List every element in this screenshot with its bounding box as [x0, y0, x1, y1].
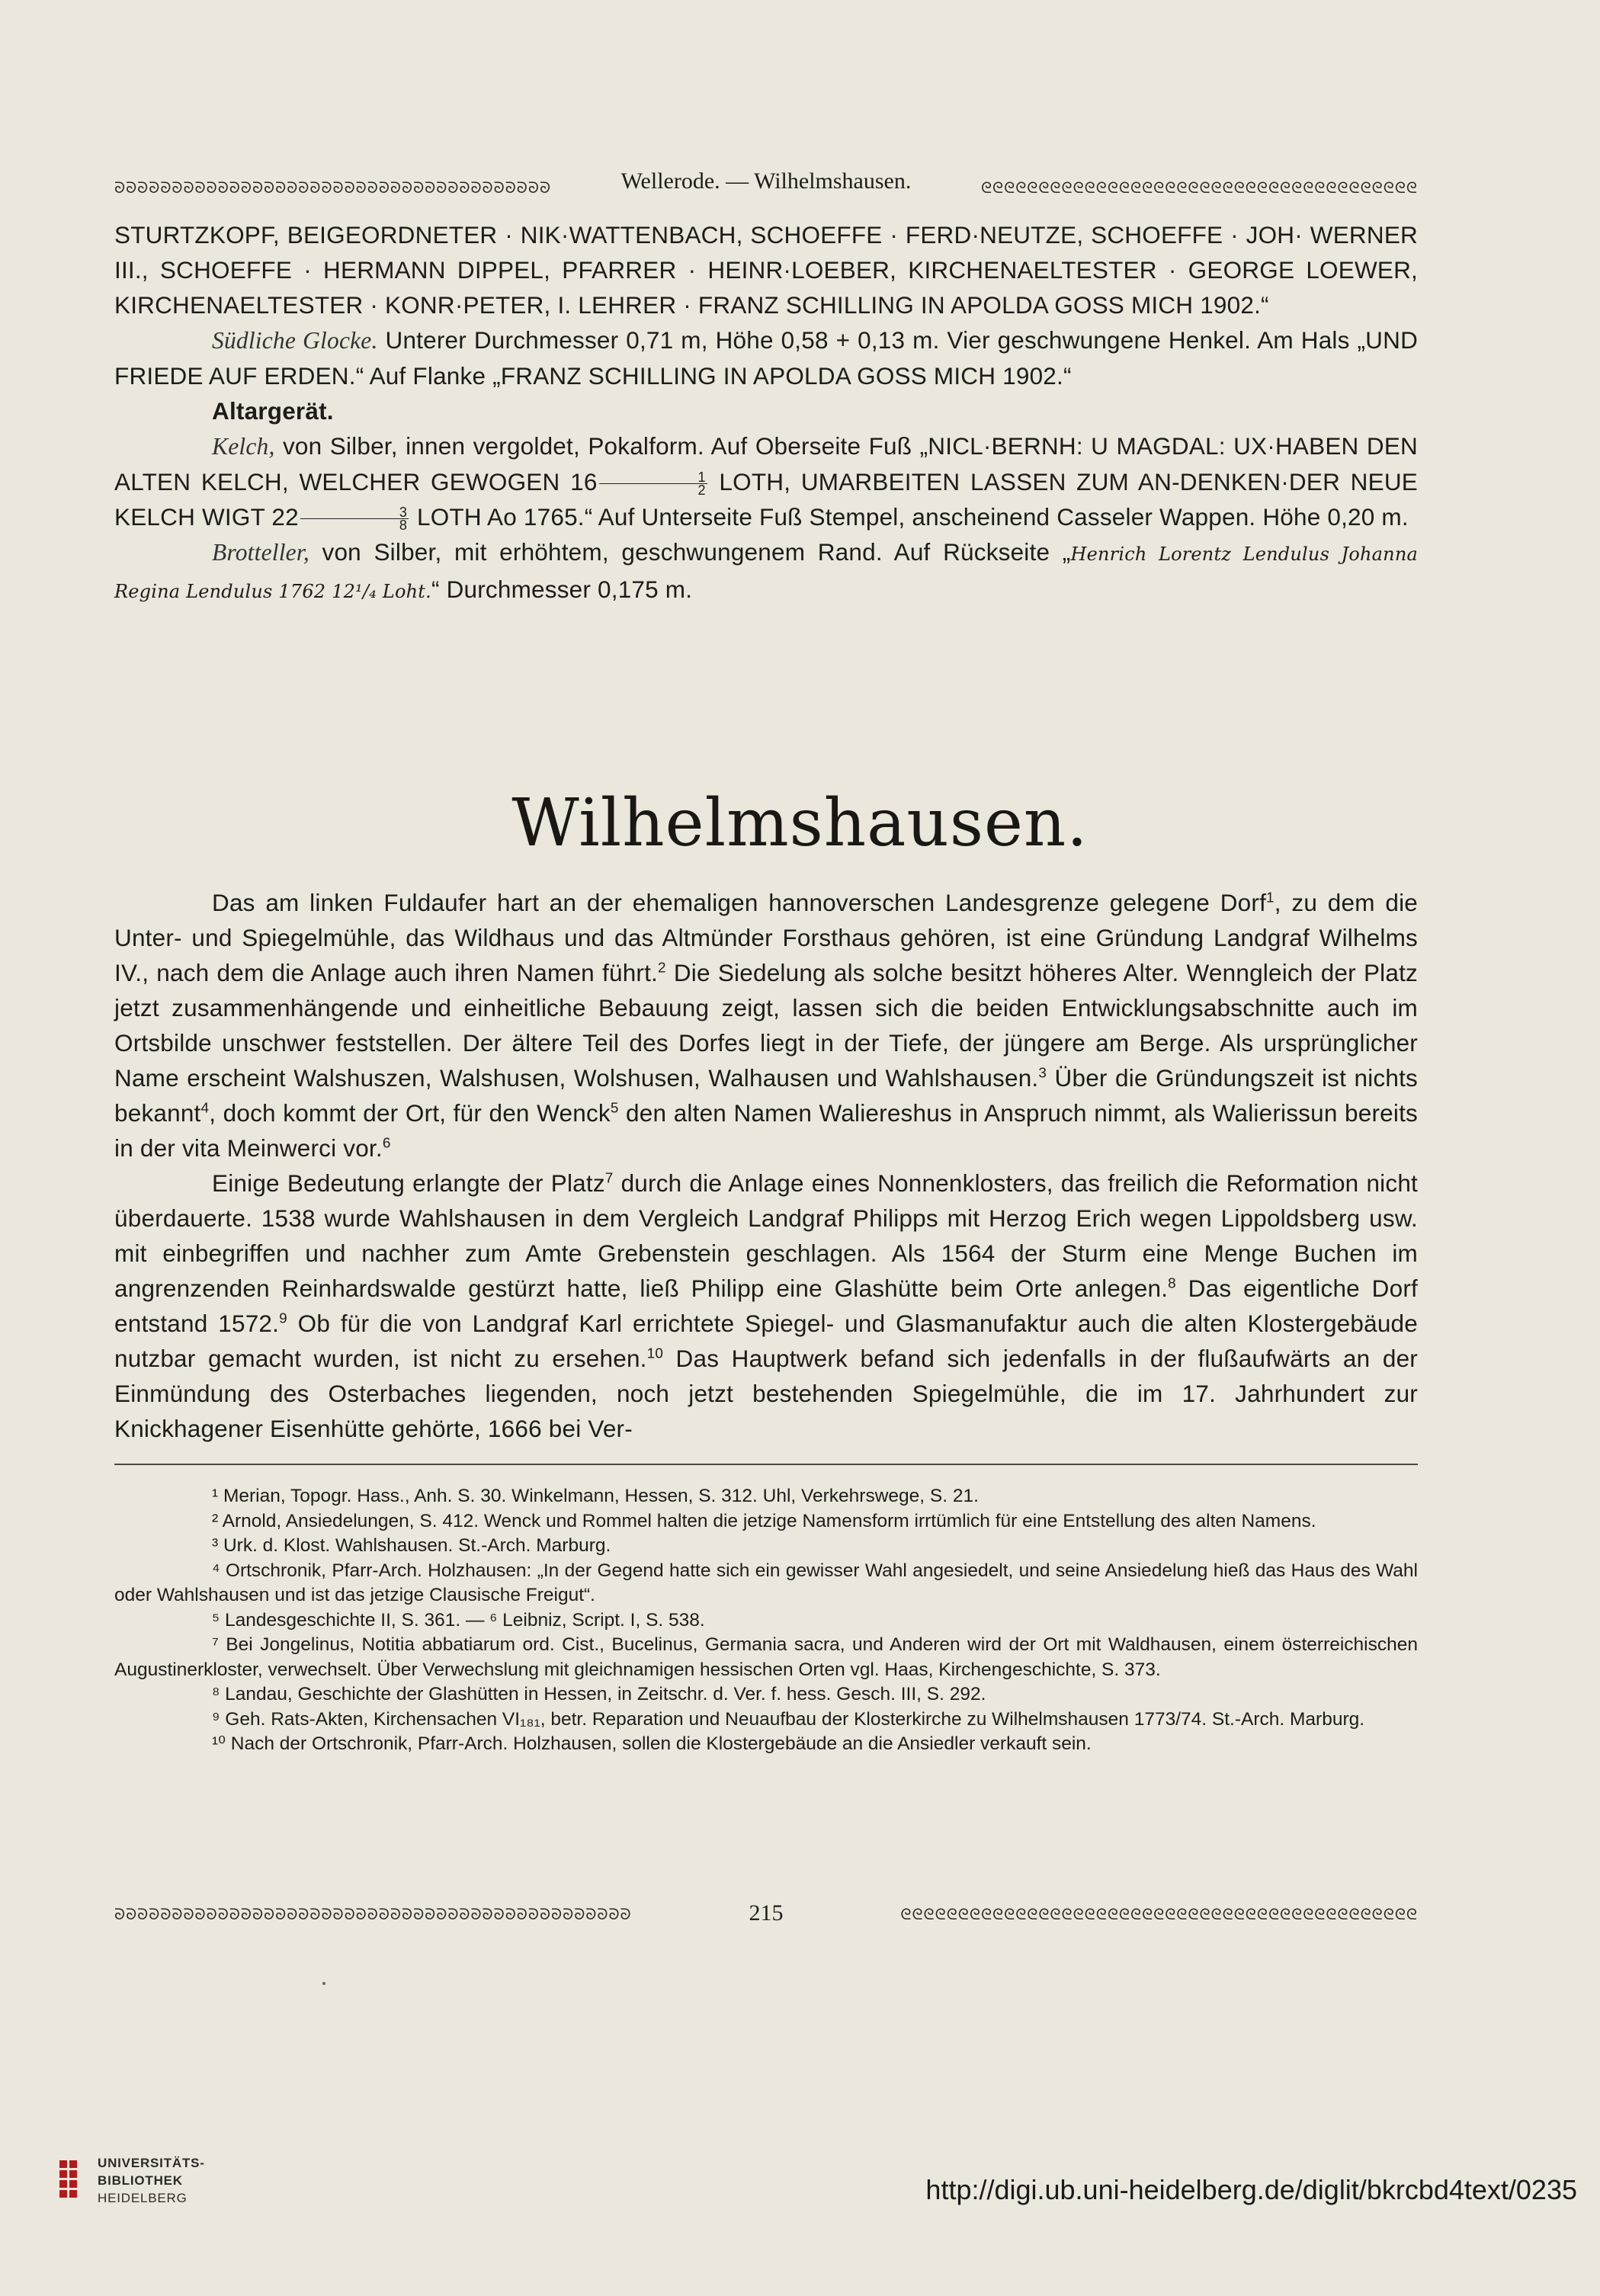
paragraph-text: Das eigentliche Dorf entstand 1572.: [114, 1275, 1418, 1337]
brotteller-label: Brotteller,: [212, 539, 309, 566]
ornament-border-right: ᘓᘓᘓᘓᘓᘓᘓᘓᘓᘓᘓᘓᘓᘓᘓᘓᘓᘓᘓᘓᘓᘓᘓᘓᘓᘓᘓᘓᘓᘓᘓᘓᘓᘓᘓᘓᘓᘓ: [980, 178, 1418, 197]
fraction-half: $\frac{1}{2}$: [599, 471, 707, 496]
brotteller-script-inscription: Henrich Lorentz Lendulus Johanna Regina Lendulus 1762 12¹/₄ Loht.: [114, 544, 1418, 602]
paragraph-text: durch die Anlage eines Nonnenklosters, das freilich die Reformation nicht überdauerte. 1538 wurde Wahlshausen in dem Vergleich Landgraf Philipps mit Herzog Erich wegen Lippoldsberg usw. mit einbegriffen und nachher zum Amte Grebenstein geschlagen. Als 1564 der Sturm eine Menge Buchen im angrenzenden Reinhardswalde gestürzt hatte, ließ Philipp eine Glashütte beim Orte anlegen.: [114, 1169, 1418, 1302]
footnote-ref[interactable]: 8: [1168, 1275, 1176, 1292]
paragraph-text: den alten Namen Waliereshus in Anspruch nimmt, als Walierissun bereits in der vita Meinwerci vor.: [114, 1099, 1418, 1162]
paragraph-text: Das Hauptwerk befand sich jedenfalls in der flußaufwärts an der Einmündung des Osterbaches liegenden, noch jetzt bestehenden Spiegelmühle, die im 17. Jahrhundert zur Knickhagener Eisenhütte gehörte, 1666 bei Ver-: [114, 1345, 1418, 1442]
kelch-text-b: LOTH, UMARBEITEN LASSEN ZUM AN-DENKEN·DER NEUE KELCH WIGT 22: [114, 468, 1418, 531]
paragraph-text: Einige Bedeutung erlangte der Platz: [212, 1169, 605, 1197]
top-section: [114, 217, 1418, 609]
ornament-border-left: ᘐᘐᘐᘐᘐᘐᘐᘐᘐᘐᘐᘐᘐᘐᘐᘐᘐᘐᘐᘐᘐᘐᘐᘐᘐᘐᘐᘐᘐᘐᘐᘐᘐᘐᘐᘐᘐᘐᘐᘐᘐᘐᘐᘐᘐ: [114, 1905, 632, 1923]
kelch-paragraph: [114, 428, 1418, 534]
kelch-text-c: LOTH Ao 1765.“ Auf Unterseite Fuß Stempel, anscheinend Casseler Wappen. Höhe 0,20 m.: [417, 503, 1409, 531]
ornament-border-right: ᘓᘓᘓᘓᘓᘓᘓᘓᘓᘓᘓᘓᘓᘓᘓᘓᘓᘓᘓᘓᘓᘓᘓᘓᘓᘓᘓᘓᘓᘓᘓᘓᘓᘓᘓᘓᘓᘓᘓᘓᘓᘓᘓᘓᘓ: [900, 1905, 1418, 1923]
fraction-three-eighths: $\frac{3}{8}$: [300, 506, 409, 531]
running-title: Wellerode. — Wilhelmshausen.: [620, 168, 912, 194]
footnote-2: ² Arnold, Ansiedelungen, S. 412. Wenck und Rommel halten die jetzige Namensform irrtümlich für eine Entstellung des alten Namens.: [212, 1510, 1316, 1531]
footnote-ref[interactable]: 1: [1266, 890, 1275, 906]
footnote-ref[interactable]: 5: [610, 1100, 619, 1117]
footnote-4: ⁴ Ortschronik, Pfarr-Arch. Holzhausen: „In der Gegend hatte sich ein gewisser Wahl angesiedelt, und seine Ansiedelung hieß das Haus des Wahl oder Wahlshausen und ist das jetzige Clausische Freigut“.: [114, 1560, 1418, 1605]
brotteller-text-a: von Silber, mit erhöhtem, geschwungenem Rand. Auf Rückseite „: [322, 538, 1071, 566]
footnote-ref[interactable]: 4: [200, 1100, 210, 1117]
paragraph-text: Über die Gründungszeit ist nichts bekannt: [114, 1064, 1418, 1127]
footnote-ref[interactable]: 6: [382, 1135, 391, 1152]
footnote-3: ³ Urk. d. Klost. Wahlshausen. St.-Arch. Marburg.: [212, 1535, 611, 1556]
footnotes: [114, 1484, 1418, 1757]
paragraph-text: Die Siedelung als solche besitzt höheres Alter. Wenngleich der Platz jetzt zusammenhängende und einheitliche Bebauung zeigt, lassen sich die beiden Entwicklungsabschnitte auch im Ortsbilde unschwer feststellen. Der ältere Teil des Dorfes liegt in der Tiefe, der jüngere am Berge. Als ursprünglicher Name erscheint Walshuszen, Walshusen, Wolshusen, Walhausen und Wahlshausen.: [114, 959, 1418, 1092]
body-paragraph: [114, 885, 1418, 1166]
section-title: Wilhelmshausen.: [511, 785, 1089, 861]
source-url[interactable]: http://digi.ub.uni-heidelberg.de/diglit/bkrcbd4text/0235: [925, 2174, 1577, 2205]
page-footer: [114, 1898, 1418, 1929]
footnote-ref[interactable]: 10: [646, 1345, 664, 1362]
kelch-label: Kelch,: [212, 433, 275, 460]
brotteller-text-b: “ Durchmesser 0,175 m.: [431, 576, 693, 603]
footnote-10: ¹⁰ Nach der Ortschronik, Pfarr-Arch. Holzhausen, sollen die Klostergebäude an die Ansiedler verkauft sein.: [212, 1733, 1092, 1754]
library-logo-icon: [58, 2159, 88, 2208]
paragraph-text: , doch kommt der Ort, für den Wenck: [209, 1099, 611, 1127]
main-text: [114, 885, 1418, 1446]
footnote-8: ⁸ Landau, Geschichte der Glashütten in Hessen, in Zeitschr. d. Ver. f. hess. Gesch. III, S. 292.: [212, 1684, 986, 1704]
altar-heading: Altargerät.: [212, 397, 334, 425]
body-paragraph: [114, 1166, 1418, 1446]
running-header: [114, 166, 1418, 197]
ornament-border-left: ᘐᘐᘐᘐᘐᘐᘐᘐᘐᘐᘐᘐᘐᘐᘐᘐᘐᘐᘐᘐᘐᘐᘐᘐᘐᘐᘐᘐᘐᘐᘐᘐᘐᘐᘐᘐᘐᘐ: [114, 178, 552, 197]
brotteller-paragraph: [114, 534, 1418, 609]
library-logo-text: UNIVERSITÄTS- BIBLIOTHEK HEIDELBERG: [98, 2156, 205, 2205]
footnote-ref[interactable]: 9: [279, 1310, 287, 1327]
footnote-ref[interactable]: 7: [604, 1170, 614, 1187]
footnote-rule: [114, 1464, 1418, 1465]
paragraph-text: Ob für die von Landgraf Karl errichtete Spiegel- und Glasmanufaktur auch die alten Klostergebäude nutzbar gemacht wurden, ist nicht zu ersehen.: [114, 1310, 1418, 1372]
glocke-paragraph: [114, 322, 1418, 393]
paragraph-text: Das am linken Fuldaufer hart an der ehemaligen hannoverschen Landesgrenze gelegene Dorf: [212, 889, 1267, 916]
footnote-7: ⁷ Bei Jongelinus, Notitia abbatiarum ord. Cist., Bucelinus, Germania sacra, und Anderen wird der Ort mit Waldhausen, einem österreichischen Augustinerkloster, verwechselt. Über Verwechslung mit gleichnamigen hessischen Orten vgl. Haas, Kirchengeschichte, S. 373.: [114, 1634, 1418, 1680]
glocke-label: Südliche Glocke.: [212, 327, 378, 354]
page-number: 215: [749, 1900, 784, 1926]
glocke-text: Unterer Durchmesser 0,71 m, Höhe 0,58 + 0,13 m. Vier geschwungene Henkel. Am Hals „UND FRIEDE AUF ERDEN.“ Auf Flanke „FRANZ SCHILLING IN APOLDA GOSS MICH 1902.“: [114, 326, 1419, 390]
speck: [322, 1982, 325, 1985]
kelch-text-a: von Silber, innen vergoldet, Pokalform. Auf Oberseite Fuß „NICL·BERNH: U MAGDAL: UX·HABEN DEN ALTEN KELCH, WELCHER GEWOGEN 16: [114, 432, 1418, 495]
footnote-ref[interactable]: 2: [658, 960, 666, 976]
inscription-text: STURTZKOPF, BEIGEORDNETER · NIK·WATTENBACH, SCHOEFFE · FERD·NEUTZE, SCHOEFFE · JOH· WERNER III., SCHOEFFE · HERMANN DIPPEL, PFARRER · HEINR·LOEBER, KIRCHENAELTESTER · GEORGE LOEWER, KIRCHENAELTESTER · KONR·PETER, I. LEHRER · FRANZ SCHILLING IN APOLDA GOSS MICH 1902.“: [114, 221, 1418, 319]
footnote-9: ⁹ Geh. Rats-Akten, Kirchensachen VI₁₈₁, betr. Reparation und Neuaufbau der Klosterkirche zu Wilhelmshausen 1773/74. St.-Arch. Marburg.: [212, 1708, 1365, 1730]
footnote-5-6: ⁵ Landesgeschichte II, S. 361. — ⁶ Leibniz, Script. I, S. 538.: [212, 1609, 705, 1631]
paragraph-text: , zu dem die Unter- und Spiegelmühle, das Wildhaus und das Altmünder Forsthaus gehören, ist eine Gründung Landgraf Wilhelms IV., nach dem die Anlage auch ihren Namen führt.: [114, 889, 1418, 986]
footnote-ref[interactable]: 3: [1038, 1065, 1047, 1082]
footnote-1: ¹ Merian, Topogr. Hass., Anh. S. 30. Winkelmann, Hessen, S. 312. Uhl, Verkehrswege, S. 21.: [212, 1486, 979, 1506]
